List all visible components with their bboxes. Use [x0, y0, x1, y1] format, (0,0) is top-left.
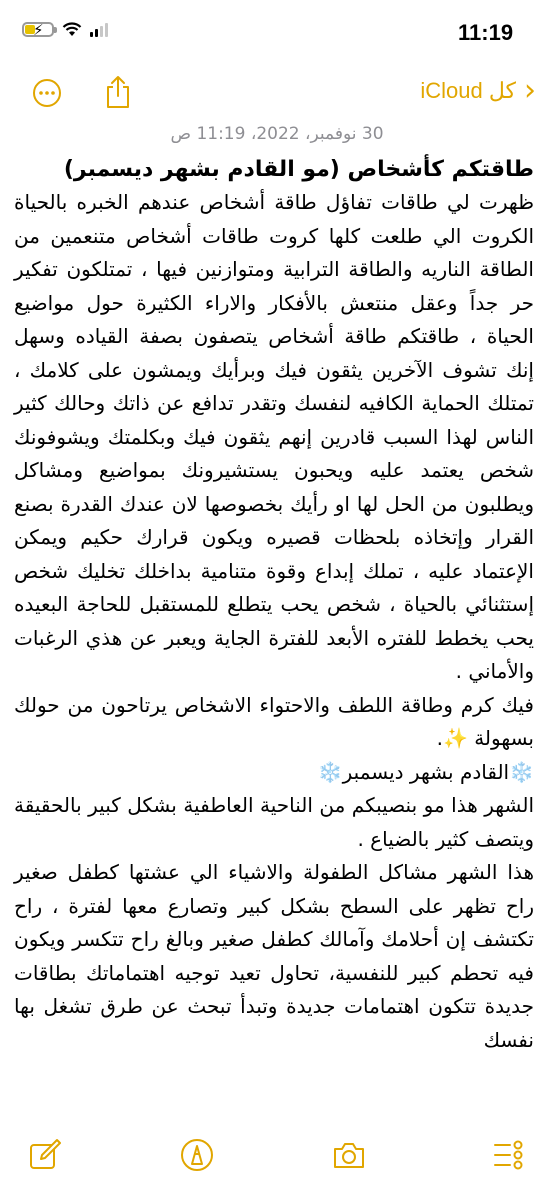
note-date: 30 نوفمبر، 2022، 11:19 ص [170, 124, 384, 144]
bottom-toolbar [0, 1120, 554, 1200]
status-bar [0, 0, 554, 66]
chevron-right-icon: › [524, 73, 536, 108]
back-button[interactable] [420, 73, 536, 108]
wifi-icon [62, 22, 82, 37]
checklist-icon[interactable] [492, 1138, 526, 1172]
battery-icon: ⚡ [22, 22, 54, 37]
note-paragraph: هذا الشهر مشاكل الطفولة والاشياء الي عشتها كطفل صغير راح تظهر على السطح بشكل كبير وتصارع معها لفترة ، راح تكتشف إن أحلامك وآمالك كطفل صغير وبالغ راح تتكسر ويكون فيه تحطم كبير للنفسية، تحاول تعيد توجيه اهتماماتك بطاقات جديدة تتكون اهتمامات جديدة وتبدأ تبحث عن طرق تشغل بها نفسك [14, 860, 534, 1052]
note-paragraph: ❄️القادم بشهر ديسمبر❄️ [317, 759, 534, 784]
note-paragraph: الشهر هذا مو بنصيبكم من الناحية العاطفية بشكل كبير بالحقيقة ويتصف كثير بالضياع . [14, 793, 534, 851]
compose-icon[interactable] [28, 1138, 62, 1172]
note-paragraph: ظهرت لي طاقات تفاؤل طاقة أشخاص عندهم الخبره بالحياة الكروت الي طلعت كلها كروت طاقات أشخاص متنعمين من الطاقة الناريه والطاقة الترابية ومتوازنين فيها ، تمتلكون تفكير حر جداً وعقل منتعش بالأفكار والاراء الكثيرة حول مواضيع الحياة ، طاقتكم طاقة أشخاص يتصفون بصفة القياده وسهل إنك تشوف الآخرين يثقون فيك وبرأيك ويمشون على كلامك ، تمتلك الحماية الكافيه لنفسك وتقدر تدافع عن ذاتك وحالك كثير الناس لهذا السبب قادرين إنهم يثقون فيك وبكلمتك ويشوفونك شخص يعتمد عليه ويحبون يستشيرونك بمواضيع ومشاكل ويطلبون من الحل لها او رأيك بخصوصها لان عندك القدرة بصنع القرار وإتخاذه بلحظات قصيره ويكون قرارك حكيم ويمكن الإعتماد عليه ، تملك إبداع وقوة متنامية بداخلك تخليك شخص إستثنائي بالحياة ، شخص يحب يتطلع للمستقبل للحاجة البعيده يحب يخطط للفتره الأبعد للفترة الجاية ويعبر عن هذي الرغبات والأماني . [14, 190, 534, 683]
note-title: طاقتكم كأشخاص (مو القادم بشهر ديسمبر) [63, 157, 534, 182]
share-icon[interactable] [104, 74, 132, 110]
camera-icon[interactable] [332, 1138, 366, 1172]
note-paragraph: فيك كرم وطاقة اللطف والاحتواء الاشخاص يرتاحون من حولك بسهولة ✨. [14, 692, 534, 750]
more-options-icon[interactable] [32, 78, 62, 108]
back-button-label: كل iCloud [420, 78, 516, 103]
navigation-bar [0, 66, 554, 122]
markup-icon[interactable] [180, 1138, 214, 1172]
cellular-signal-icon [90, 23, 108, 37]
status-time: 11:19 [458, 20, 514, 45]
status-icons [22, 22, 108, 37]
note-body[interactable] [14, 154, 534, 1057]
